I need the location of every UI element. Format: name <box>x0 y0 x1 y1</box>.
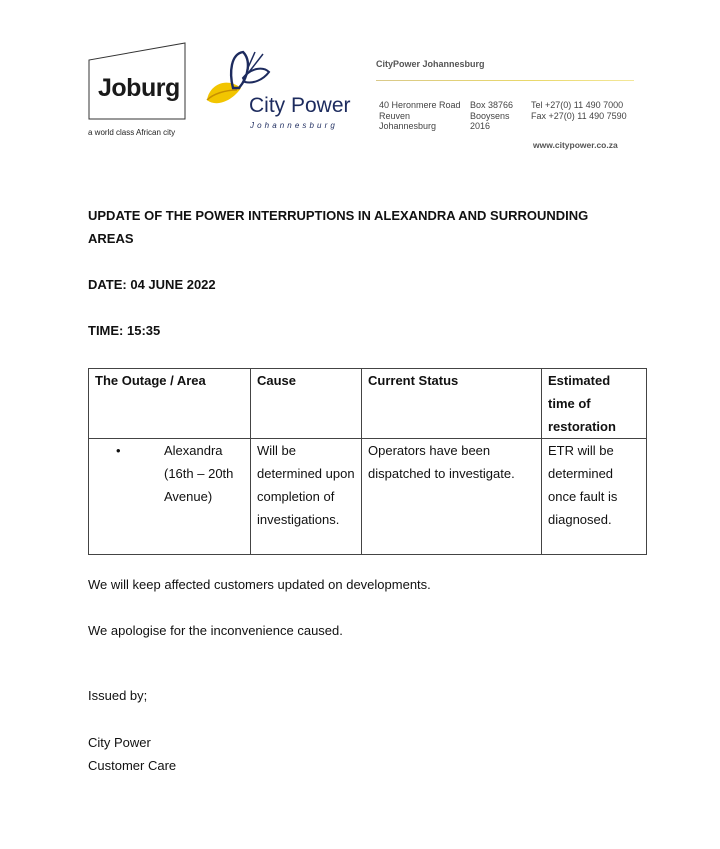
table-row <box>89 439 647 555</box>
fax-line: Fax +27(0) 11 490 7590 <box>531 110 627 121</box>
cause-cell: Will be determined upon completion of investigations. <box>251 439 362 555</box>
etr-cell: ETR will be determined once fault is diagnosed. <box>542 439 647 555</box>
postal-line: Booysens <box>470 110 510 121</box>
phone-line: Tel +27(0) 11 490 7000 <box>531 100 624 110</box>
area-text: Alexandra (16th – 20th Avenue) <box>164 443 234 504</box>
issued-by-label: Issued by; <box>88 688 148 703</box>
website-link[interactable]: www.citypower.co.za <box>533 140 618 150</box>
address-line: Johannesburg <box>379 121 437 131</box>
document-time: TIME: 15:35 <box>88 323 161 338</box>
address-line: 40 Heronmere Road <box>379 100 461 110</box>
citypower-logo-subtitle: Johannesburg <box>250 121 338 130</box>
joburg-tagline: a world class African city <box>88 128 176 137</box>
apology-note: We apologise for the inconvenience caused. <box>88 623 343 638</box>
column-header: Estimated time of restoration <box>542 369 647 439</box>
status-cell: Operators have been dispatched to investigate. <box>362 439 542 555</box>
document-title: UPDATE OF THE POWER INTERRUPTIONS IN ALEXANDRA AND SURROUNDING AREAS <box>88 208 589 246</box>
column-header: The Outage / Area <box>89 369 251 439</box>
letterhead-rule <box>376 80 634 81</box>
address-block <box>379 100 461 132</box>
document-date: DATE: 04 JUNE 2022 <box>88 277 216 292</box>
area-cell <box>89 439 251 555</box>
postal-block <box>470 100 513 132</box>
update-note: We will keep affected customers updated on developments. <box>88 577 431 592</box>
column-header: Cause <box>251 369 362 439</box>
postal-line: 2016 <box>470 121 491 131</box>
signoff-company: City Power <box>88 735 151 750</box>
outage-table <box>88 368 647 555</box>
citypower-logo-text: City Power <box>249 94 351 117</box>
column-header: Current Status <box>362 369 542 439</box>
joburg-logo: Joburg <box>98 74 180 102</box>
address-line: Reuven <box>379 110 411 121</box>
company-name: CityPower Johannesburg <box>376 59 485 69</box>
phone-block <box>531 100 627 121</box>
signoff-department: Customer Care <box>88 758 177 773</box>
bullet-icon: • <box>116 443 121 458</box>
postal-line: Box 38766 <box>470 100 514 110</box>
table-header-row <box>89 369 647 439</box>
